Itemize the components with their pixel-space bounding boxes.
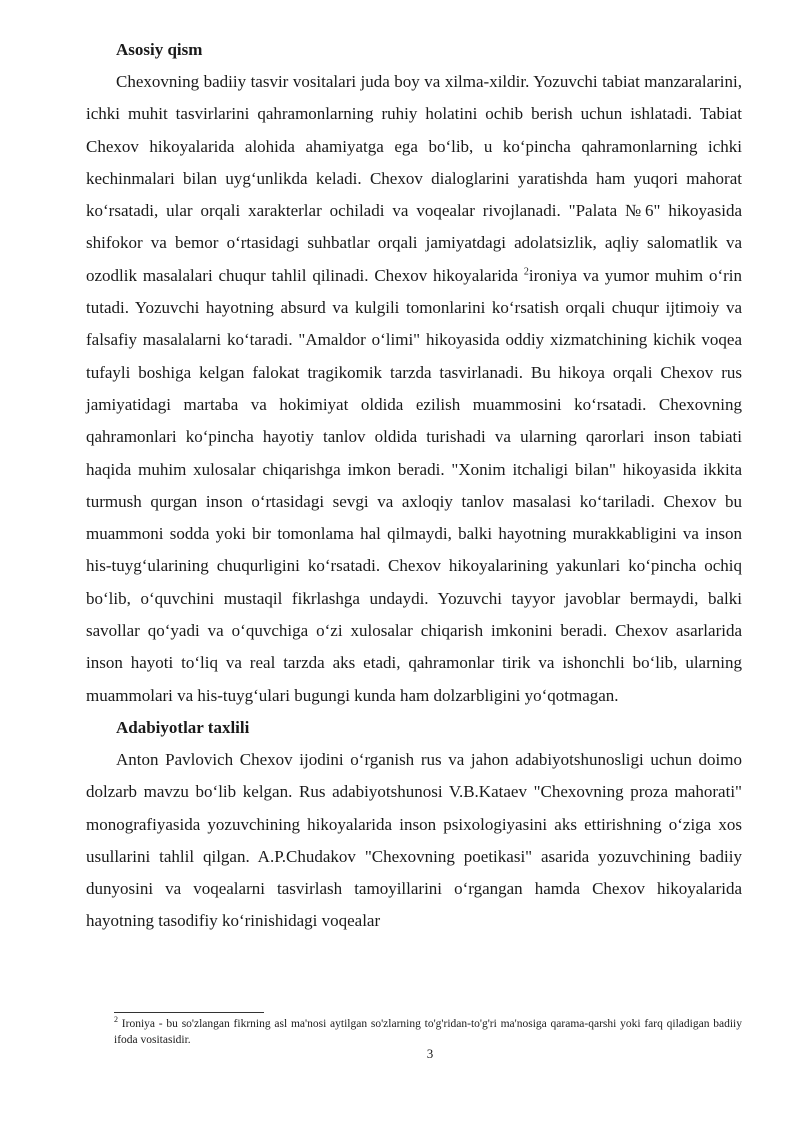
main-paragraph-part-2: ironiya va yumor muhim o‘rin tutadi. Yozuvchi hayotning absurd va kulgili tomonlarini ko‘rsatish orqali chuqur ijtimoiy va falsafiy masalalarni ko‘taradi. "Amaldor o‘limi" hikoyasida oddiy xizmatchining kichik voqea tufayli boshiga kelgan falokat tragikomik tarzda tasvirlanadi. Bu hikoya orqali Chexov rus jamiyatidagi martaba va hokimiyat oldida ezilish muammosini ko‘rsatadi. Chexovning qahramonlari ko‘pincha hayotiy tanlov oldida turishadi va ularning qarorlari inson tabiati haqida muhim xulosalar chiqarishga imkon beradi. "Xonim itchaligi bilan" hikoyasida ikkita turmush qurgan inson o‘rtasidagi sevgi va axloqiy tanlov masalasi ko‘tariladi. Chexov bu muammoni sodda yoki bir tomonlama hal qilmaydi, balki hayotning murakkabligini va inson his-tuyg‘ularining chuqurligini ko‘rsatadi. Chexov hikoyalarining yakunlari ko‘pincha ochiq bo‘lib, o‘quvchini mustaqil fikrlashga undaydi. Yozuvchi tayyor javoblar bermaydi, balki savollar qo‘yadi va o‘quvchiga o‘zi xulosalar chiqarish imkonini beradi. Chexov asarlarida inson hayoti to‘liq va real tarzda aks etadi, qahramonlar tirik va ishonchli bo‘lib, ularning muammolari va his-tuyg‘ulari bugungi kunda ham dolzarbligini yo‘qotmagan. <box>86 265 742 705</box>
page-content <box>86 34 742 938</box>
section-heading-literature: Adabiyotlar taxlili <box>116 717 250 737</box>
page-number: 3 <box>426 1046 434 1061</box>
main-paragraph-part-1: Chexovning badiiy tasvir vositalari juda boy va xilma-xildir. Yozuvchi tabiat manzaralarini, ichki muhit tasvirlarini qahramonlarning ruhiy holatini ochib berish uchun ishlatadi. Tabiat Chexov hikoyalarida alohida ahamiyatga ega bo‘lib, u ko‘pincha qahramonlarning ichki kechinmalari bilan uyg‘unlikda keladi. Chexov dialoglarini yaratishda ham yuqori mahorat ko‘rsatadi, ular orqali xarakterlar ochiladi va voqealar rivojlanadi. "Palata №6" hikoyasida shifokor va bemor o‘rtasidagi suhbatlar orqali jamiyatdagi adolatsizlik, aqliy salomatlik va ozodlik masalalari chuqur tahlil qilinadi. Chexov hikoyalarida <box>86 72 742 285</box>
section-heading-main: Asosiy qism <box>116 40 203 59</box>
footnote-reference[interactable]: 2 <box>523 266 529 278</box>
footnote-divider <box>114 1012 264 1013</box>
footnote <box>114 1016 742 1048</box>
main-paragraph <box>86 66 742 712</box>
literature-paragraph: Anton Pavlovich Chexov ijodini o‘rganish rus va jahon adabiyotshunosligi uchun doimo dolzarb mavzu bo‘lib kelgan. Rus adabiyotshunosi V.B.Kataev "Chexovning proza mahorati" monografiyasida yozuvchining hikoyalarida inson psixologiyasini aks ettirishning o‘ziga xos usullarini tahlil qilgan. A.P.Chudakov "Chexovning poetikasi" asarida yozuvchining badiiy dunyosini va voqealarni tasvirlash tamoyillarini o‘rgangan hamda Chexov hikoyalarida hayotning tasodifiy ko‘rinishidagi voqealar <box>86 749 742 931</box>
footnote-text: Ironiya - bu so'zlangan fikrning asl ma'nosi aytilgan so'zlarning to'g'ridan-to'g'ri ma'nosiga qarama-qarshi yoki farq qiladigan badiiy ifoda vositasidir. <box>114 1018 742 1046</box>
footnote-number: 2 <box>114 1015 118 1025</box>
